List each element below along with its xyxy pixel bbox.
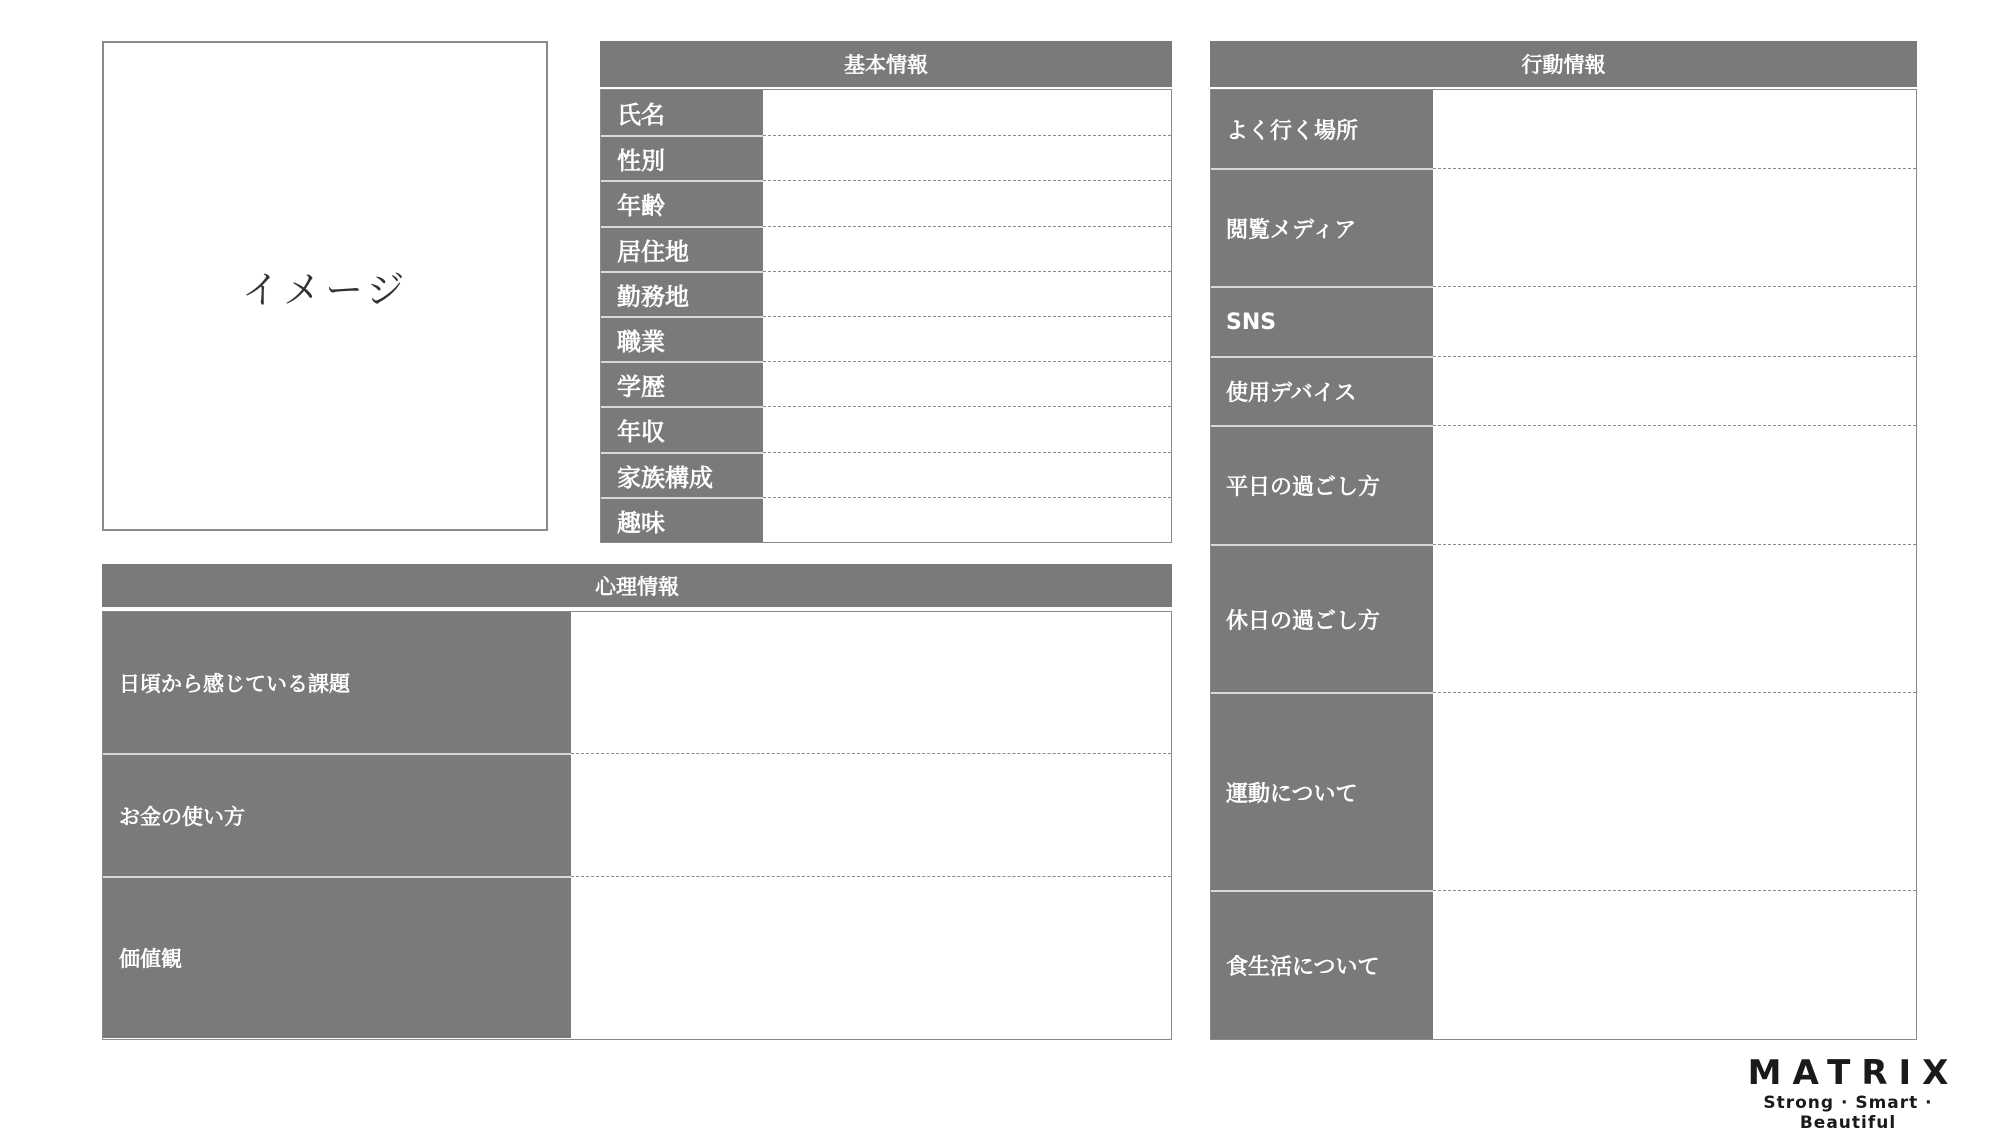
- psychology-info-table: [102, 611, 1172, 1040]
- basic-info-panel: [600, 41, 1172, 543]
- basic-label-hobby: 趣味: [601, 497, 763, 542]
- psych-label-money: お金の使い方: [103, 753, 571, 876]
- behavior-label-diet: 食生活について: [1211, 890, 1433, 1039]
- basic-info-table: [600, 89, 1172, 543]
- psych-value-values[interactable]: [571, 876, 1171, 1038]
- basic-row-hobby: [601, 497, 1171, 542]
- psych-value-issues[interactable]: [571, 612, 1171, 753]
- matrix-logo: [1722, 1053, 1974, 1133]
- basic-label-occupation: 職業: [601, 316, 763, 361]
- basic-info-header: 基本情報: [600, 41, 1172, 87]
- psych-label-issues: 日頃から感じている課題: [103, 612, 571, 753]
- psych-row-money: [103, 753, 1171, 876]
- behavior-label-devices: 使用デバイス: [1211, 356, 1433, 425]
- image-placeholder-label: イメージ: [241, 267, 409, 312]
- behavior-row-media: [1211, 168, 1916, 286]
- psych-row-issues: [103, 612, 1171, 753]
- basic-row-income: [601, 406, 1171, 451]
- behavior-info-table: [1210, 89, 1917, 1040]
- psychology-info-header: 心理情報: [102, 564, 1172, 607]
- image-placeholder: [102, 41, 548, 531]
- psych-label-values: 価値観: [103, 876, 571, 1038]
- basic-row-occupation: [601, 316, 1171, 361]
- basic-label-name: 氏名: [601, 90, 763, 135]
- behavior-value-sns[interactable]: [1433, 286, 1916, 356]
- basic-row-gender: [601, 135, 1171, 180]
- basic-value-name[interactable]: [763, 90, 1171, 135]
- behavior-value-holiday[interactable]: [1433, 544, 1916, 692]
- behavior-row-places: [1211, 90, 1916, 168]
- behavior-label-places: よく行く場所: [1211, 90, 1433, 168]
- behavior-label-holiday: 休日の過ごし方: [1211, 544, 1433, 692]
- logo-wordmark: MATRIX: [1747, 1053, 1960, 1093]
- psych-row-values: [103, 876, 1171, 1038]
- basic-label-family: 家族構成: [601, 452, 763, 497]
- behavior-value-weekday[interactable]: [1433, 425, 1916, 544]
- behavior-value-devices[interactable]: [1433, 356, 1916, 425]
- basic-row-family: [601, 452, 1171, 497]
- behavior-label-sns: SNS: [1211, 286, 1433, 356]
- behavior-value-media[interactable]: [1433, 168, 1916, 286]
- basic-value-family[interactable]: [763, 452, 1171, 497]
- basic-row-workplace: [601, 271, 1171, 316]
- basic-value-income[interactable]: [763, 406, 1171, 451]
- basic-label-income: 年収: [601, 406, 763, 451]
- basic-row-age: [601, 180, 1171, 225]
- behavior-info-header: 行動情報: [1210, 41, 1917, 87]
- basic-label-gender: 性別: [601, 135, 763, 180]
- behavior-row-devices: [1211, 356, 1916, 425]
- basic-value-workplace[interactable]: [763, 271, 1171, 316]
- behavior-row-exercise: [1211, 692, 1916, 890]
- behavior-label-exercise: 運動について: [1211, 692, 1433, 890]
- basic-value-education[interactable]: [763, 361, 1171, 406]
- basic-value-hobby[interactable]: [763, 497, 1171, 542]
- behavior-value-places[interactable]: [1433, 90, 1916, 168]
- basic-label-workplace: 勤務地: [601, 271, 763, 316]
- behavior-label-weekday: 平日の過ごし方: [1211, 425, 1433, 544]
- logo-tagline: Strong · Smart · Beautiful: [1763, 1093, 1933, 1133]
- behavior-value-exercise[interactable]: [1433, 692, 1916, 890]
- behavior-label-media: 閲覧メディア: [1211, 168, 1433, 286]
- behavior-row-weekday: [1211, 425, 1916, 544]
- basic-label-residence: 居住地: [601, 226, 763, 271]
- basic-value-residence[interactable]: [763, 226, 1171, 271]
- basic-value-gender[interactable]: [763, 135, 1171, 180]
- psych-value-money[interactable]: [571, 753, 1171, 876]
- behavior-row-sns: [1211, 286, 1916, 356]
- behavior-row-holiday: [1211, 544, 1916, 692]
- behavior-info-panel: [1210, 41, 1917, 1040]
- basic-label-education: 学歴: [601, 361, 763, 406]
- basic-row-residence: [601, 226, 1171, 271]
- basic-row-name: [601, 90, 1171, 135]
- basic-label-age: 年齢: [601, 180, 763, 225]
- behavior-row-diet: [1211, 890, 1916, 1039]
- basic-value-age[interactable]: [763, 180, 1171, 225]
- basic-value-occupation[interactable]: [763, 316, 1171, 361]
- behavior-value-diet[interactable]: [1433, 890, 1916, 1039]
- basic-row-education: [601, 361, 1171, 406]
- psychology-info-panel: [102, 564, 1172, 1040]
